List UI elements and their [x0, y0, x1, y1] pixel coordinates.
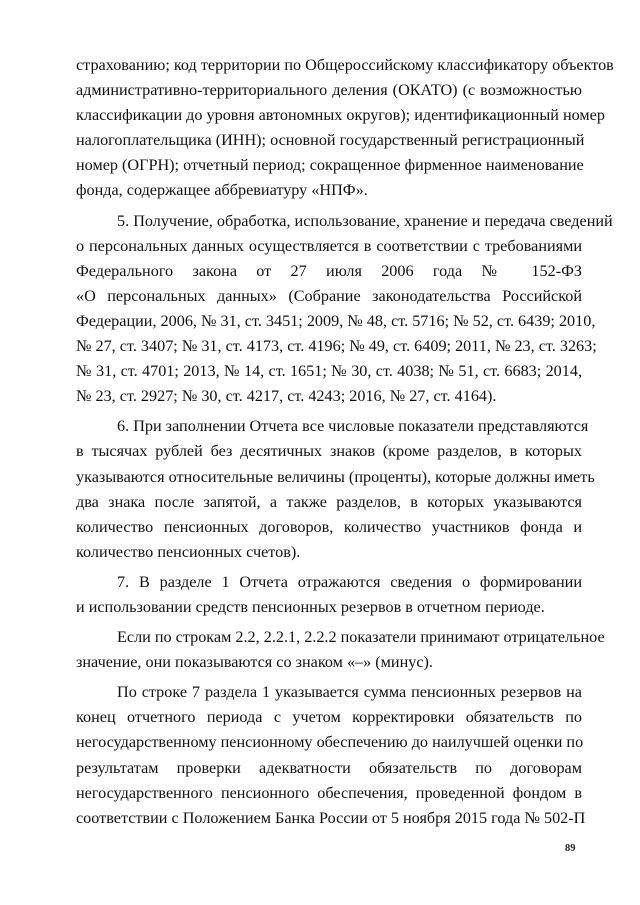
text-line: и использовании средств пенсионных резервов в отчетном периоде. [76, 597, 545, 616]
text-line: № 31, ст. 4701; 2013, № 14, ст. 1651; № 30, ст. 4038; № 51, ст. 6683; 2014, [76, 362, 582, 381]
text-line: 6. При заполнении Отчета все числовые показатели представляются [117, 417, 589, 436]
page-number: 89 [565, 843, 576, 854]
text-line: По строке 7 раздела 1 указывается сумма пенсионных резервов на [117, 683, 582, 702]
text-line: классификации до уровня автономных округов); идентификационный номер [76, 106, 605, 125]
text-line: № 23, ст. 2927; № 30, ст. 4217, ст. 4243; 2016, № 27, ст. 4164). [76, 387, 497, 406]
paragraph-negative-values [76, 625, 605, 675]
text-line: количество пенсионных договоров, количество участников фонда и [76, 517, 582, 536]
text-line: 5. Получение, обработка, использование, хранение и передача сведений [117, 211, 613, 230]
text-line: «О персональных данных» (Собрание законодательства Российской [76, 286, 582, 305]
text-line: результатам проверки адекватности обязательств по договорам [76, 758, 582, 777]
text-line: Федерации, 2006, № 31, ст. 3451; 2009, № 48, ст. 5716; № 52, ст. 6439; 2010, [76, 311, 596, 330]
text-line: значение, они показываются со знаком «–» (минус). [76, 653, 433, 672]
paragraph-item-6 [76, 414, 595, 565]
text-line: указываются относительные величины (проценты), которые должны иметь [76, 467, 595, 486]
paragraph-line-7 [76, 680, 586, 831]
text-line: административно-территориального деления (ОКАТО) (с возможностью [76, 81, 582, 100]
text-line: соответствии с Положением Банка России от 5 ноября 2015 года № 502-П [76, 808, 586, 827]
text-line: фонда, содержащее аббревиатуру «НПФ». [76, 181, 368, 200]
text-line: негосударственному пенсионному обеспечению до наилучшей оценки по [76, 733, 584, 752]
text-line: страхованию; код территории по Общероссийскому классификатору объектов [76, 56, 614, 74]
text-line: Если по строкам 2.2, 2.2.1, 2.2.2 показатели принимают отрицательное [117, 628, 605, 647]
text-line: 7. В разделе 1 Отчета отражаются сведения о формировании [117, 572, 582, 591]
text-line: Федерального закона от 27 июля 2006 года № 152-ФЗ [76, 261, 582, 280]
text-line: конец отчетного периода с учетом корректировки обязательств по [76, 708, 582, 727]
text-line: № 27, ст. 3407; № 31, ст. 4173, ст. 4196; № 49, ст. 6409; 2011, № 23, ст. 3263; [76, 337, 597, 356]
paragraph-continuation [76, 53, 614, 204]
text-line: номер (ОГРН); отчетный период; сокращенное фирменное наименование [76, 156, 584, 175]
paragraph-item-7 [76, 570, 582, 620]
text-line: о персональных данных осуществляется в соответствии с требованиями [76, 236, 582, 255]
paragraph-item-5 [76, 209, 613, 410]
text-line: два знака после запятой, а также разделов, в которых указываются [76, 492, 582, 511]
text-line: налогоплательщика (ИНН); основной государственный регистрационный [76, 131, 585, 150]
text-line: негосударственного пенсионного обеспечения, проведенной фондом в [76, 783, 582, 802]
text-line: в тысячах рублей без десятичных знаков (кроме разделов, в которых [76, 442, 582, 461]
text-line: количество пенсионных счетов). [76, 542, 301, 561]
document-body [76, 53, 614, 831]
